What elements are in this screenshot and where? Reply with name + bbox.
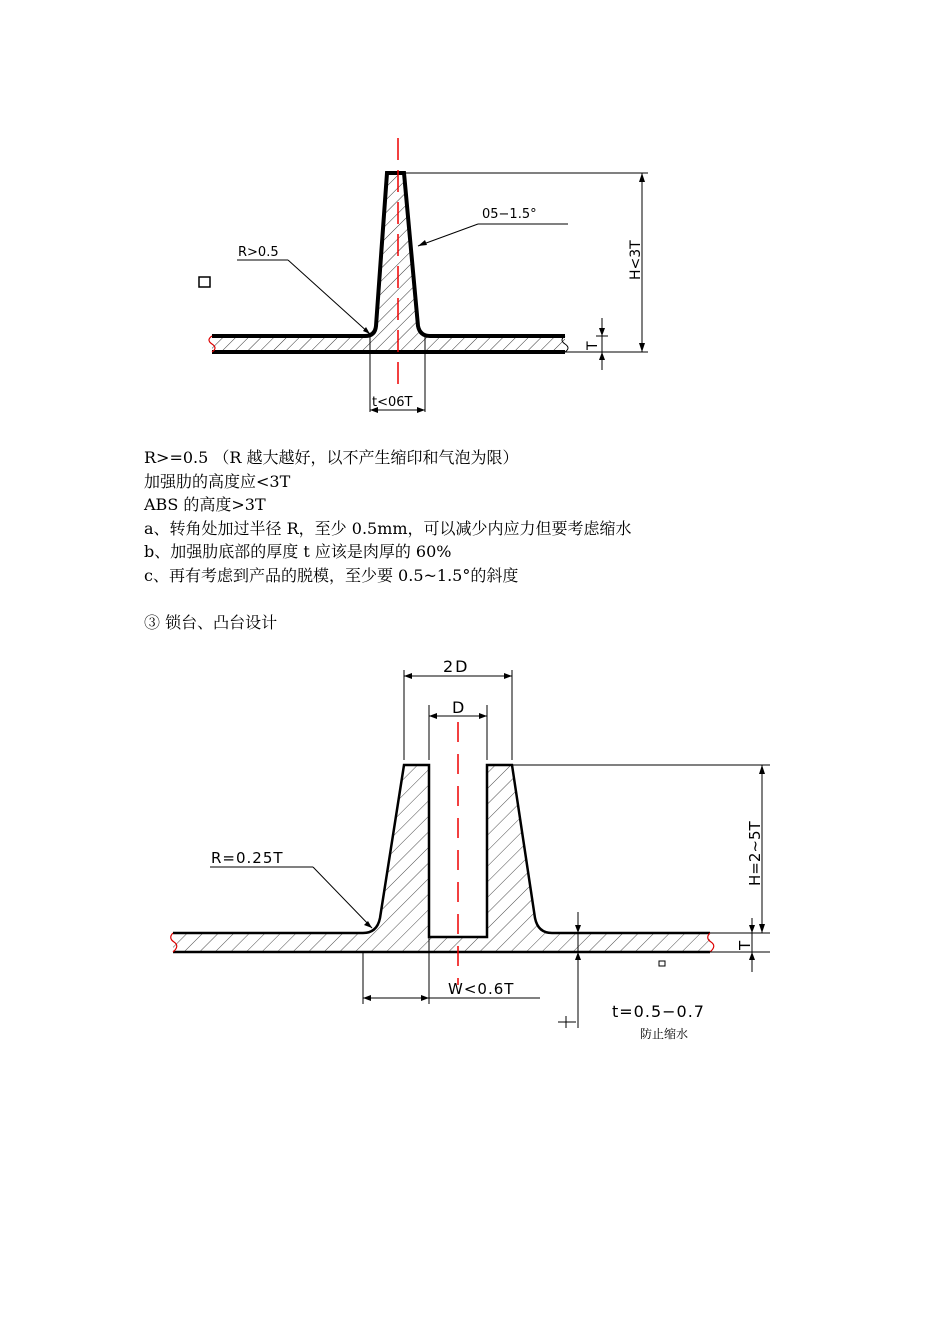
note-line: ABS 的高度>3T <box>144 495 266 514</box>
radius-label: R=0.25T <box>211 849 284 867</box>
thickness-label: T <box>736 940 754 950</box>
rib-diagram <box>0 0 950 430</box>
inner-diameter-label: D <box>452 698 465 717</box>
square-mark <box>199 277 210 287</box>
height-label: H=2~5T <box>746 821 764 886</box>
height-label: H<3T <box>628 240 644 280</box>
rib-section <box>212 173 565 352</box>
boss-diagram <box>0 640 950 1060</box>
rib-notes <box>144 446 632 587</box>
note-line: a、转角处加过半径 R，至少 0.5mm，可以减少内应力但要考虑缩水 <box>144 518 632 538</box>
angle-label: 05−1.5° <box>482 207 537 222</box>
note-line: R>=0.5 （R 越大越好，以不产生缩印和气泡为限） <box>144 448 519 467</box>
section-title: ③ 锁台、凸台设计 <box>144 613 278 632</box>
shrink-note: 防止缩水 <box>640 1027 689 1041</box>
note-line: b、加强肋底部的厚度 t 应该是肉厚的 60% <box>144 542 452 561</box>
width-label: W<0.6T <box>448 980 515 998</box>
width-label: t<06T <box>372 395 413 410</box>
thickness-label: T <box>585 341 601 350</box>
radius-label: R>0.5 <box>238 245 279 260</box>
note-line: c、再有考虑到产品的脱模，至少要 0.5~1.5°的斜度 <box>144 565 519 585</box>
square-mark <box>659 961 665 966</box>
t-value-label: t=0.5−0.7 <box>612 1002 705 1021</box>
note-line: 加强肋的高度应<3T <box>144 471 291 491</box>
outer-diameter-label: 2D <box>443 657 470 676</box>
